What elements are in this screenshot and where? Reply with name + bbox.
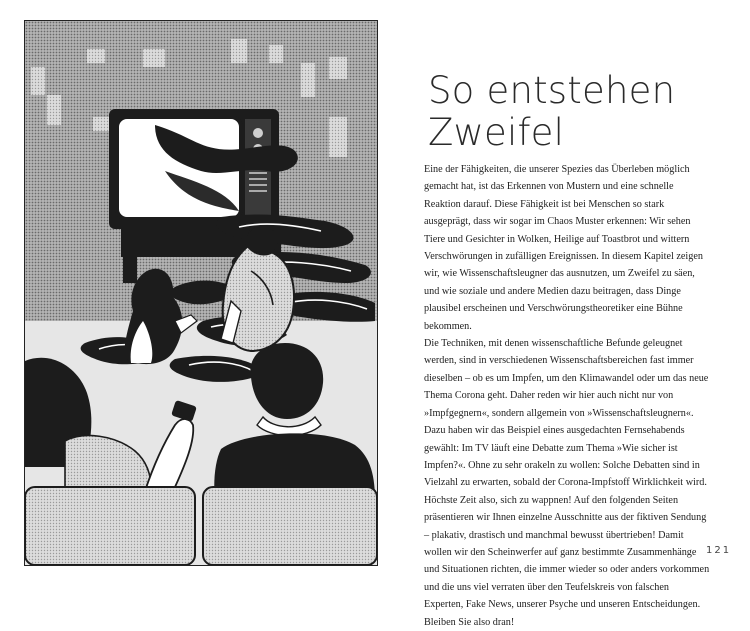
paragraph-1: Eine der Fähigkeiten, die unserer Spezies das Überleben möglich gemacht hat, ist das Erkennen von Mustern und eine schnelle Reaktion darauf. Diese Fähigkeit ist bei Menschen so stark ausgeprägt, dass wir sogar im Chaos Muster erkennen: Wir sehen Tiere und Gesichter in Wolken, Heilige auf Toastbrot und wittern Verschwörungen in zufälligen Ereignissen. In diesem Kapitel zeigen wir, wie Wissenschaftsleugner das ausnutzen, um Zweifel zu säen, und wie soziale und andere Medien dazu beitragen, dass Dinge plausibel erscheinen und Verschwörungstheoretiker eine Bühne bekommen. xyxy=(424,164,703,332)
paragraph-2: Die Techniken, mit denen wissenschaftliche Befunde geleugnet werden, sind in verschiedenen Wissenschaftsbereichen fast immer dieselben – ob es um Impfen, um den Klimawandel oder um das neue Thema Corona geht. Daher reden wir hier auch nicht nur von »Impfgegnern«, sondern allgemein von »Wissenschaftsleugnern«. xyxy=(424,338,709,419)
chapter-title xyxy=(428,70,728,154)
page-number: 121 xyxy=(706,545,732,556)
body-text xyxy=(424,161,710,631)
chapter-title-line-1: So entstehen xyxy=(428,69,676,112)
chapter-title-line-2: Zweifel xyxy=(428,111,565,154)
paragraph-3: Dazu haben wir das Beispiel eines ausgedachten Fernsehabends gewählt: Im TV läuft eine Debatte zum Thema »Wie sicher ist Impfen?«. Ohne zu sehr orakeln zu wollen: Solche Debatten sind in Vielzahl zu erwarten, sobald der Corona-Impfstoff Wirklichkeit wird. Höchste Zeit also, sich zu wappnen! Auf den folgenden Seiten präsentieren wir Ihnen einzelne Ausschnitte aus der fiktiven Sendung – plakativ, drastisch und manchmal bewusst übertrieben! Damit wollen wir den Scheinwerfer auf ganz bestimmte Zusammenhänge und Situationen richten, die immer wieder so oder anders vorkommen und die uns viel verraten über den Teufelskreis von falschen Experten, Fake News, unserer Psyche und unseren Entscheidungen. Bleiben Sie also dran! xyxy=(424,425,710,628)
illustration-tv-evening xyxy=(24,20,378,566)
